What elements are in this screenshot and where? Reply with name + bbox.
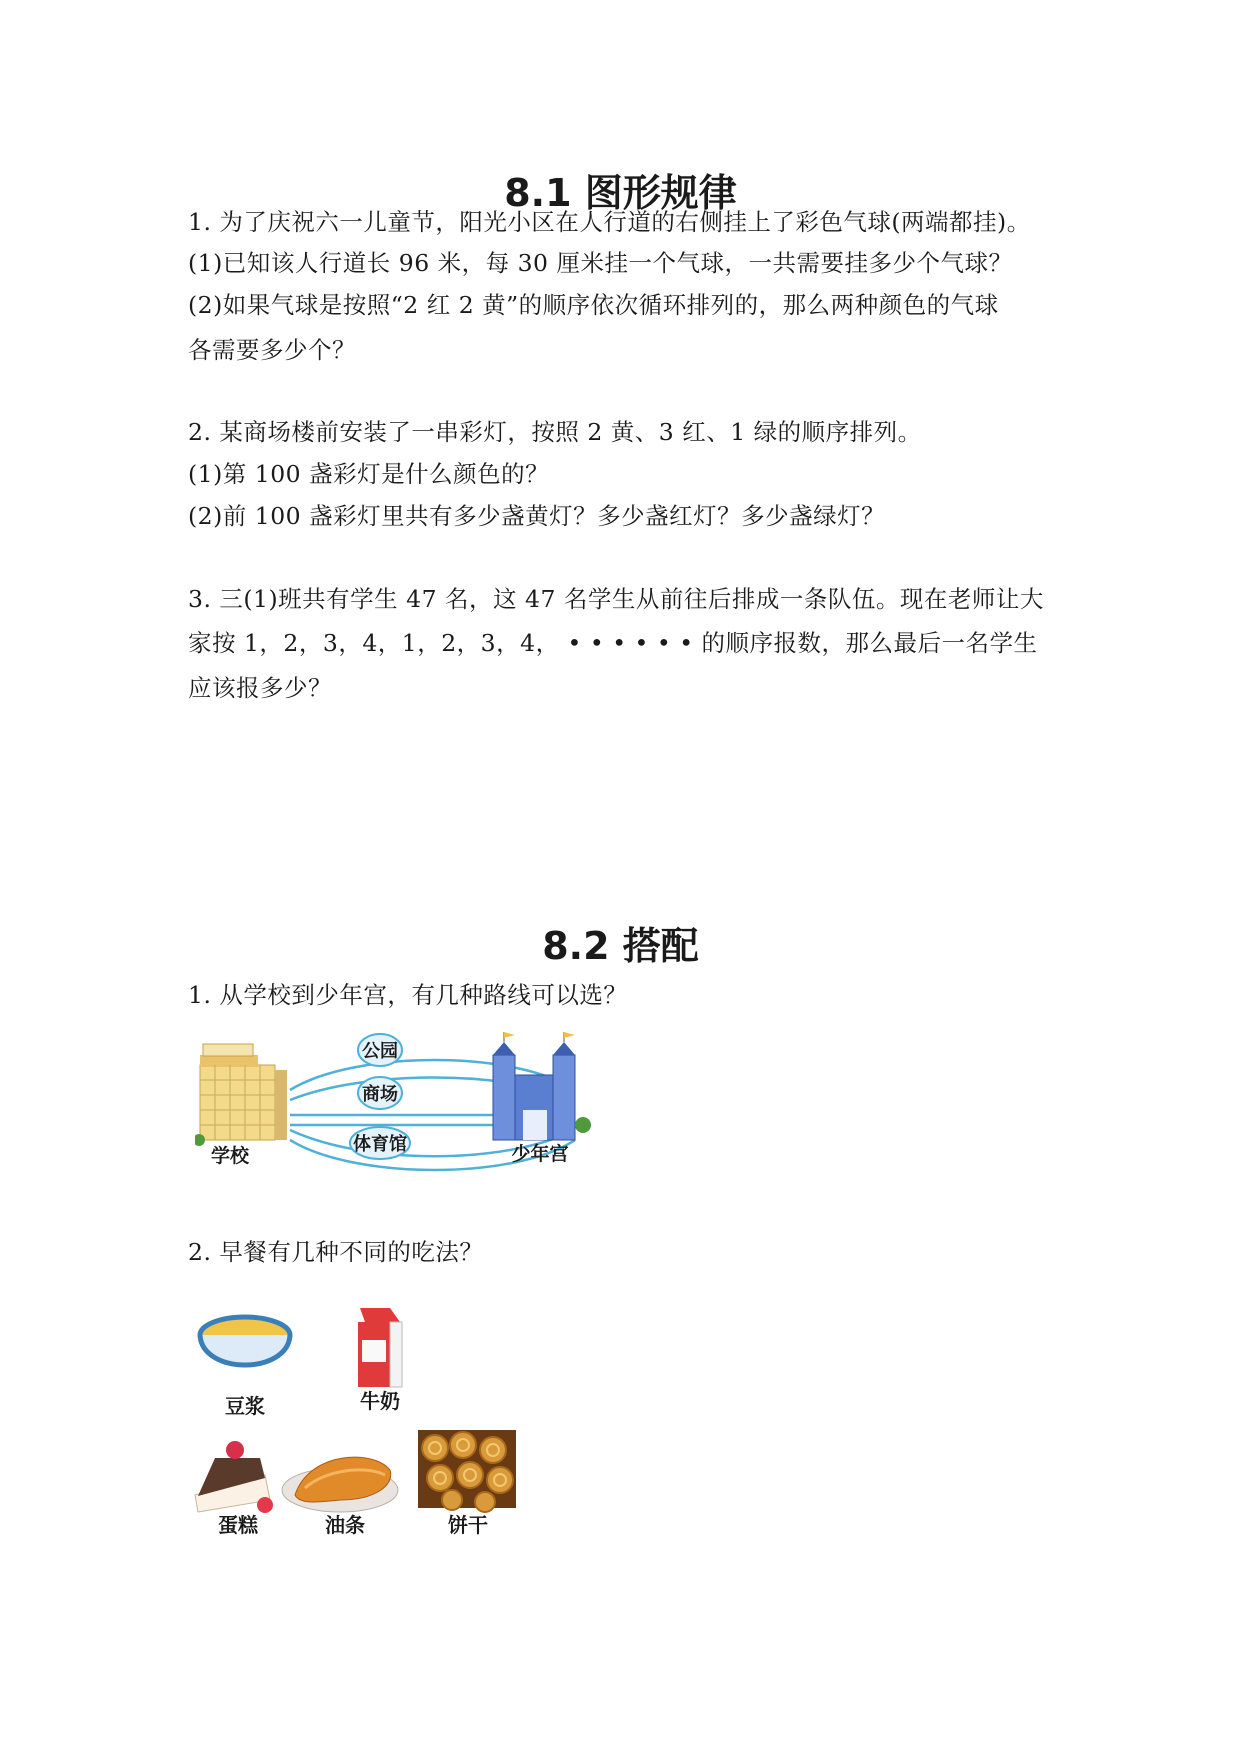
milk-carton-icon <box>358 1308 402 1387</box>
q3-line-1: 3. 三(1)班共有学生 47 名，这 47 名学生从前往后排成一条队伍。现在老师让大 <box>188 585 1044 613</box>
q2-line-2: (1)第 100 盏彩灯是什么颜色的？ <box>188 460 550 488</box>
q2-line-1: 2. 某商场楼前安装了一串彩灯，按照 2 黄、3 红、1 绿的顺序排列。 <box>188 418 922 446</box>
school-label: 学校 <box>210 1145 250 1167</box>
section-2-title: 8.2 搭配 <box>542 924 699 968</box>
biscuit-label: 饼干 <box>448 1513 488 1537</box>
section-1-title: 8.1 图形规律 <box>504 171 737 215</box>
gym-label: 体育馆 <box>353 1134 407 1155</box>
park-node <box>358 1034 402 1066</box>
soymilk-bowl-icon <box>200 1317 290 1365</box>
soymilk-label: 豆浆 <box>225 1394 265 1418</box>
biscuit-icon <box>418 1430 516 1512</box>
youth-palace-label: 少年宫 <box>511 1143 569 1165</box>
q3-line-3: 应该报多少？ <box>188 674 332 702</box>
park-label: 公园 <box>362 1041 398 1062</box>
route-map-figure <box>195 1030 665 1180</box>
school-building-icon <box>195 1044 287 1146</box>
youtiao-icon <box>282 1457 398 1512</box>
q5-line-1: 2. 早餐有几种不同的吃法？ <box>188 1238 484 1266</box>
mall-label: 商场 <box>362 1084 398 1105</box>
youth-palace-building-icon <box>493 1032 591 1140</box>
q1-line-2: (1)已知该人行道长 96 米，每 30 厘米挂一个气球，一共需要挂多少个气球？ <box>188 249 1013 277</box>
q4-line-1: 1. 从学校到少年宫，有几种路线可以选？ <box>188 981 628 1009</box>
q2-line-3: (2)前 100 盏彩灯里共有多少盏黄灯？多少盏红灯？多少盏绿灯？ <box>188 502 886 530</box>
q3-line-2: 家按 1，2，3，4，1，2，3，4， • • • • • • 的顺序报数，那么最后一名学生 <box>188 629 1038 657</box>
cake-label: 蛋糕 <box>218 1513 258 1537</box>
q1-line-1: 1. 为了庆祝六一儿童节，阳光小区在人行道的右侧挂上了彩色气球(两端都挂)。 <box>188 208 1031 236</box>
q1-line-4: 各需要多少个？ <box>188 336 356 364</box>
gym-node <box>350 1127 410 1159</box>
youtiao-label: 油条 <box>325 1513 365 1537</box>
q1-line-3: (2)如果气球是按照“2 红 2 黄”的顺序依次循环排列的，那么两种颜色的气球 <box>188 291 999 319</box>
milk-label: 牛奶 <box>360 1389 400 1413</box>
breakfast-figure <box>190 1300 590 1545</box>
mall-node <box>358 1077 402 1109</box>
cake-icon <box>195 1441 273 1513</box>
